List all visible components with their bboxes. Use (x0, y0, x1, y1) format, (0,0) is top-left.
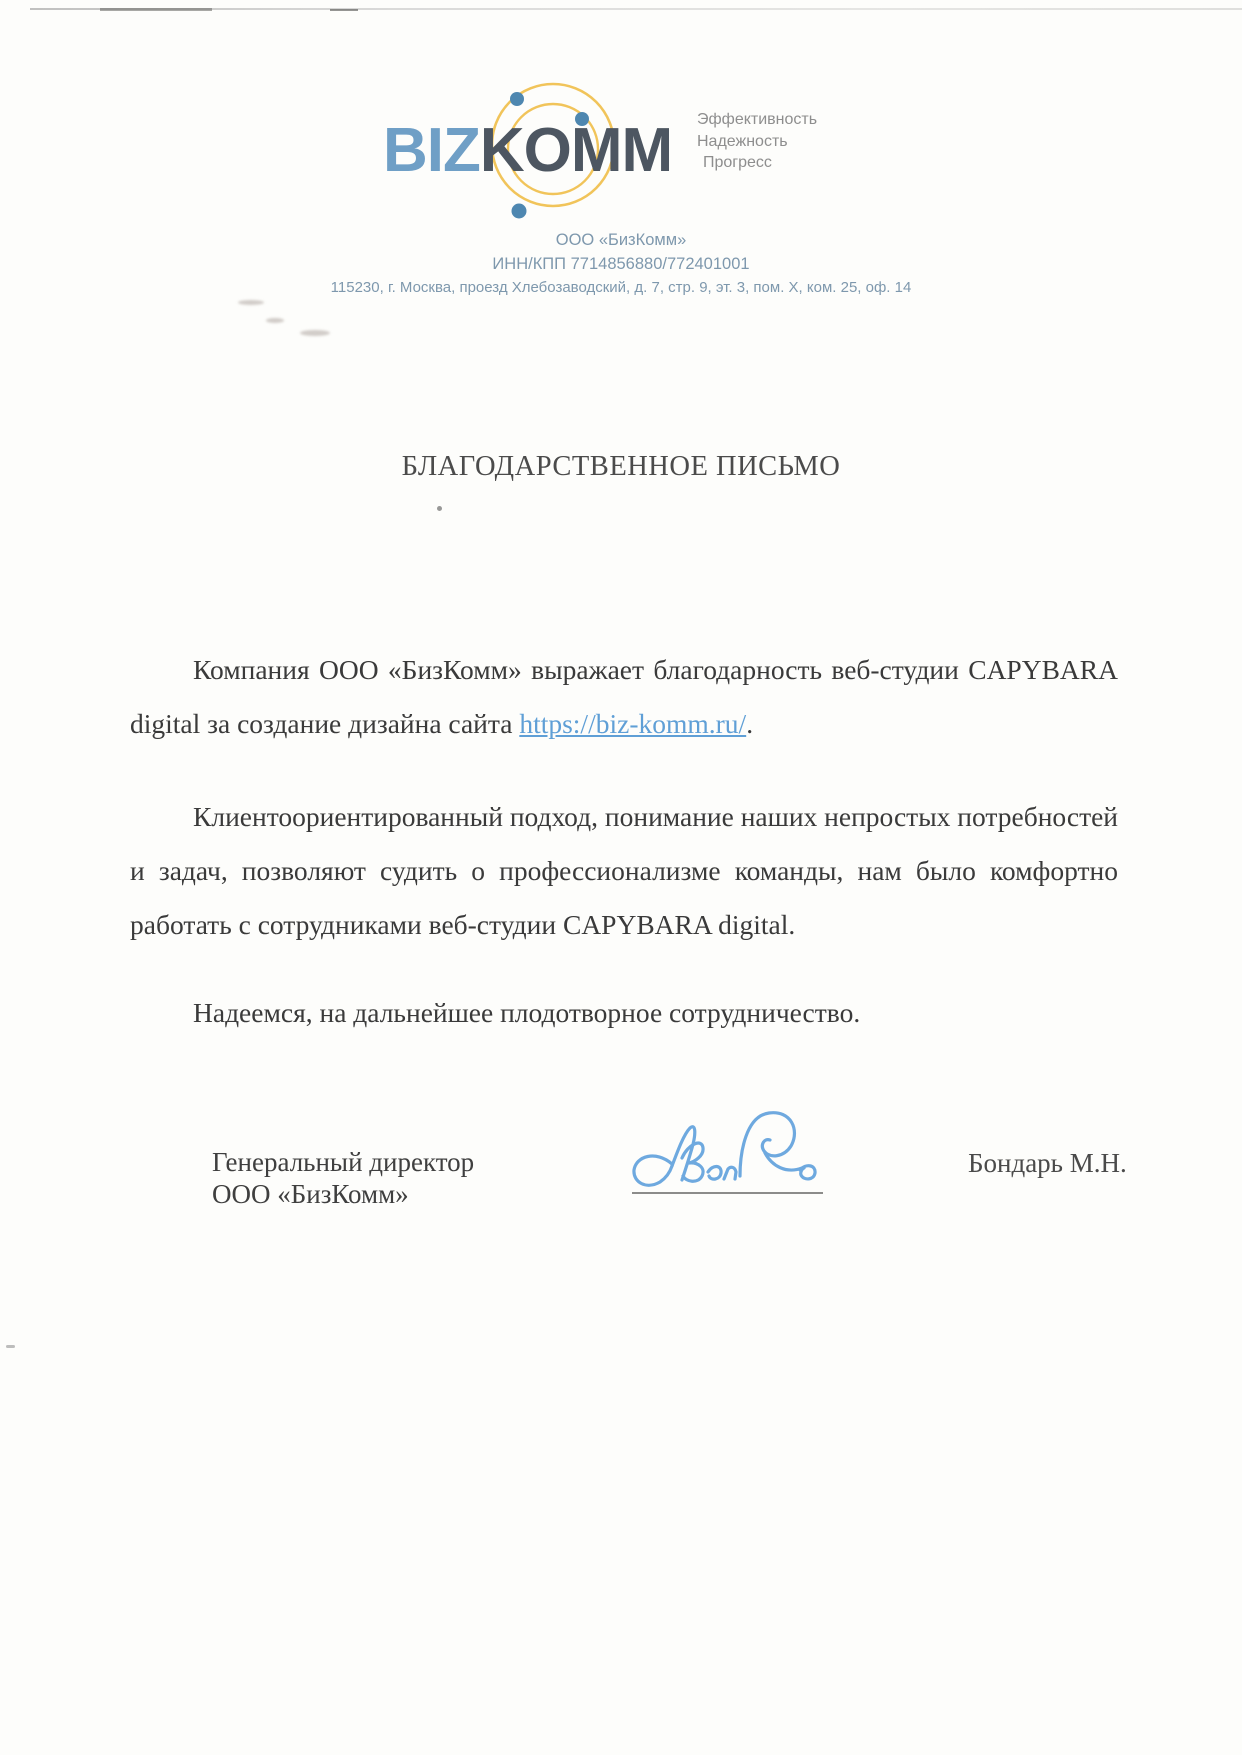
company-inn-kpp: ИНН/КПП 7714856880/772401001 (492, 254, 750, 273)
paragraph-text: Компания ООО «БизКомм» выражает благодарность веб-студии CAPYBARA digital за создание дизайна сайта (130, 654, 1118, 739)
logo-wordmark (383, 116, 673, 185)
scan-smudge (238, 300, 264, 305)
tagline-line: Прогресс (703, 154, 772, 171)
signatory-position-line: ООО «БизКомм» (212, 1179, 409, 1209)
signature-underline (632, 1192, 823, 1194)
paragraph-gratitude (130, 643, 1118, 751)
scan-speck (6, 1345, 15, 1348)
paragraph-cooperation: Надеемся, на дальнейшее плодотворное сотрудничество. (193, 997, 861, 1028)
company-name: ООО «БизКомм» (555, 231, 687, 249)
logo-wordmark-komm: KOMM (479, 116, 673, 185)
letter-title: БЛАГОДАРСТВЕННОЕ ПИСЬМО (401, 451, 841, 482)
company-address: 115230, г. Москва, проезд Хлебозаводский, д. 7, стр. 9, эт. 3, пом. X, ком. 25, оф. 14 (330, 279, 912, 296)
signatory-position (212, 1146, 474, 1210)
paragraph-text: . (746, 708, 754, 739)
tagline-line: Эффективность (697, 111, 818, 128)
company-requisites (0, 229, 1242, 300)
scan-smudge (266, 318, 284, 323)
tagline-line: Надежность (697, 132, 788, 150)
logo-wordmark-biz: BIZ (383, 116, 480, 185)
scan-artifact-dash (100, 8, 212, 11)
scan-smudge (300, 330, 330, 336)
site-link[interactable]: https://biz-komm.ru/ (519, 708, 747, 739)
logo-tagline (697, 109, 817, 174)
signatory-position-line: Генеральный директор (212, 1147, 475, 1177)
scan-stray-dot (437, 506, 442, 511)
signatory-name: Бондарь М.Н. (968, 1148, 1127, 1178)
handwritten-signature-icon (626, 1106, 826, 1206)
scan-artifact-dash (330, 9, 358, 11)
paragraph-approach: Клиентоориентированный подход, понимание наших непростых потребностей и задач, позволяют судить о профессионализме команды, нам было комфортно работать с сотрудниками веб-студии CAPYBARA digital. (130, 801, 1119, 940)
